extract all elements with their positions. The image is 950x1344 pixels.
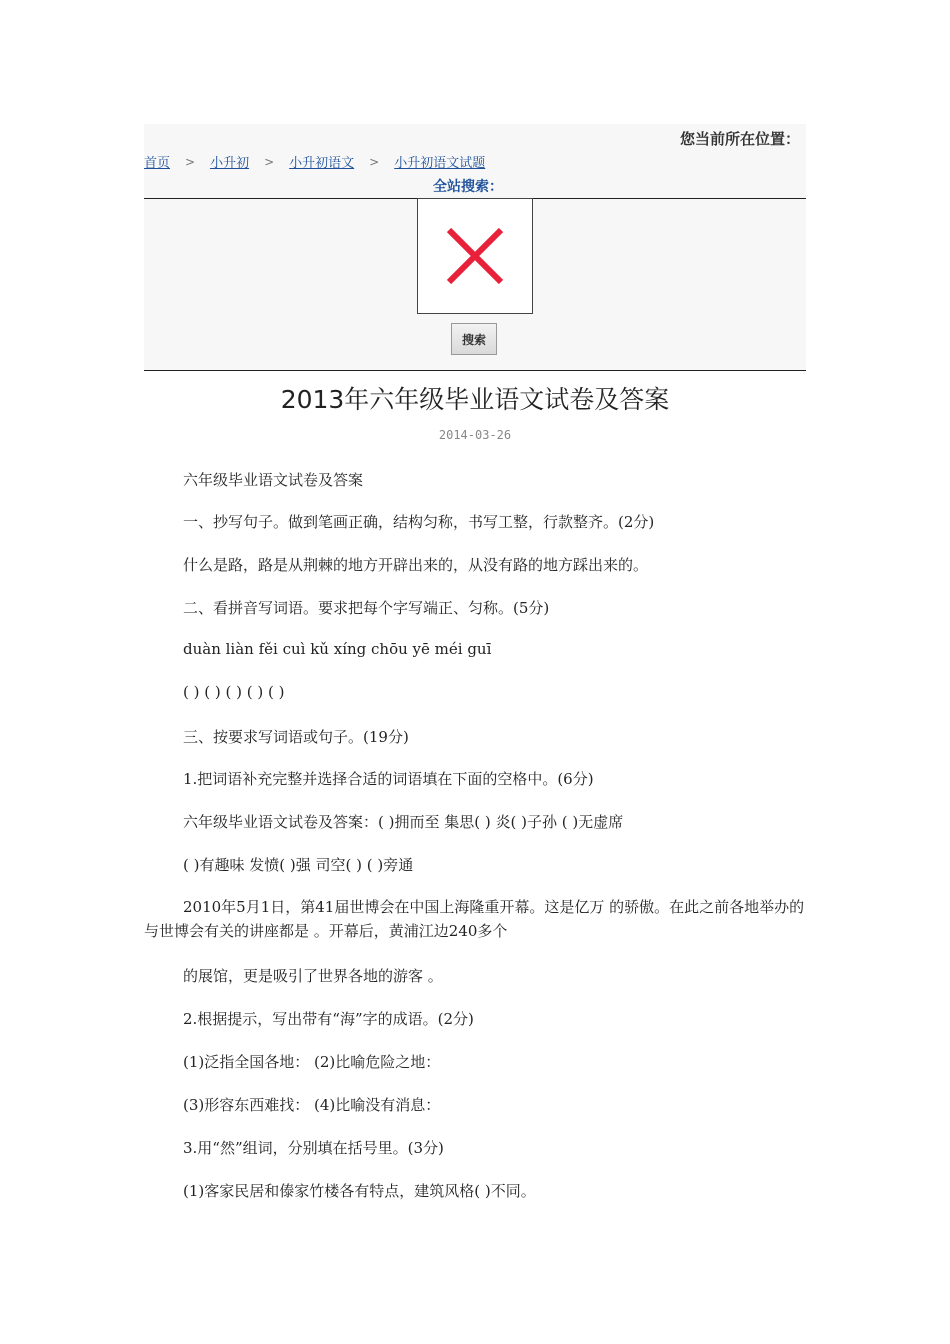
breadcrumb-separator: > (369, 154, 380, 169)
breadcrumb-home-link[interactable]: 首页 (144, 156, 171, 171)
location-label: 您当前所在位置： (679, 130, 800, 148)
breadcrumb (144, 152, 485, 171)
paragraph: 一、抄写句子。做到笔画正确，结构匀称，书写工整，行款整齐。(2分) (183, 513, 655, 531)
breadcrumb-chinese-exams-link[interactable]: 小升初语文试题 (394, 156, 486, 171)
paragraph: 1.把词语补充完整并选择合适的词语填在下面的空格中。(6分) (183, 770, 594, 788)
location-header (144, 124, 806, 198)
article-title: 2013年六年级毕业语文试卷及答案 (280, 385, 670, 414)
answer-blanks: ( ) ( ) ( ) ( ) ( ) (183, 683, 285, 701)
paragraph: ( )有趣味 发愤( )强 司空( ) ( )旁通 (183, 856, 414, 874)
broken-image-x-icon (418, 199, 532, 313)
breadcrumb-separator: > (185, 154, 196, 169)
paragraph: 什么是路，路是从荆棘的地方开辟出来的，从没有路的地方踩出来的。 (183, 556, 649, 574)
paragraph: (1)泛指全国各地： (2)比喻危险之地： (183, 1053, 441, 1071)
paragraph: (3)形容东西难找： (4)比喻没有消息： (183, 1096, 441, 1114)
breadcrumb-chinese-link[interactable]: 小升初语文 (289, 156, 355, 171)
expo-paragraph: 2010年5月1日，第41届世博会在中国上海隆重开幕。这是亿万 的骄傲。在此之前各地举办的与世博会有关的讲座都是 。开幕后，黄浦江边240多个 (144, 898, 805, 940)
search-image-placeholder (417, 198, 533, 314)
paragraph: 六年级毕业语文试卷及答案：( )拥而至 集思( ) 炎( )子孙 ( )无虚席 (183, 813, 624, 831)
breadcrumb-xiaoshengchu-link[interactable]: 小升初 (210, 156, 250, 171)
paragraph: 六年级毕业语文试卷及答案 (183, 471, 364, 489)
paragraph: 2.根据提示，写出带有“海”字的成语。(2分) (183, 1010, 474, 1028)
paragraph: 二、看拼音写词语。要求把每个字写端正、匀称。(5分) (183, 599, 550, 617)
pinyin-line: duàn liàn fěi cuì kǔ xíng chōu yē méi guī (183, 640, 492, 658)
divider-bottom (144, 370, 806, 371)
breadcrumb-separator: > (264, 154, 275, 169)
paragraph: 的展馆，更是吸引了世界各地的游客 。 (183, 967, 443, 985)
site-search-label: 全站搜索： (433, 179, 503, 195)
search-button[interactable]: 搜索 (451, 323, 497, 355)
article-date: 2014-03-26 (438, 428, 512, 442)
paragraph: 三、按要求写词语或句子。(19分) (183, 728, 409, 746)
paragraph: 3.用“然”组词，分别填在括号里。(3分) (183, 1139, 444, 1157)
paragraph: (1)客家民居和傣家竹楼各有特点，建筑风格( )不同。 (183, 1182, 536, 1200)
